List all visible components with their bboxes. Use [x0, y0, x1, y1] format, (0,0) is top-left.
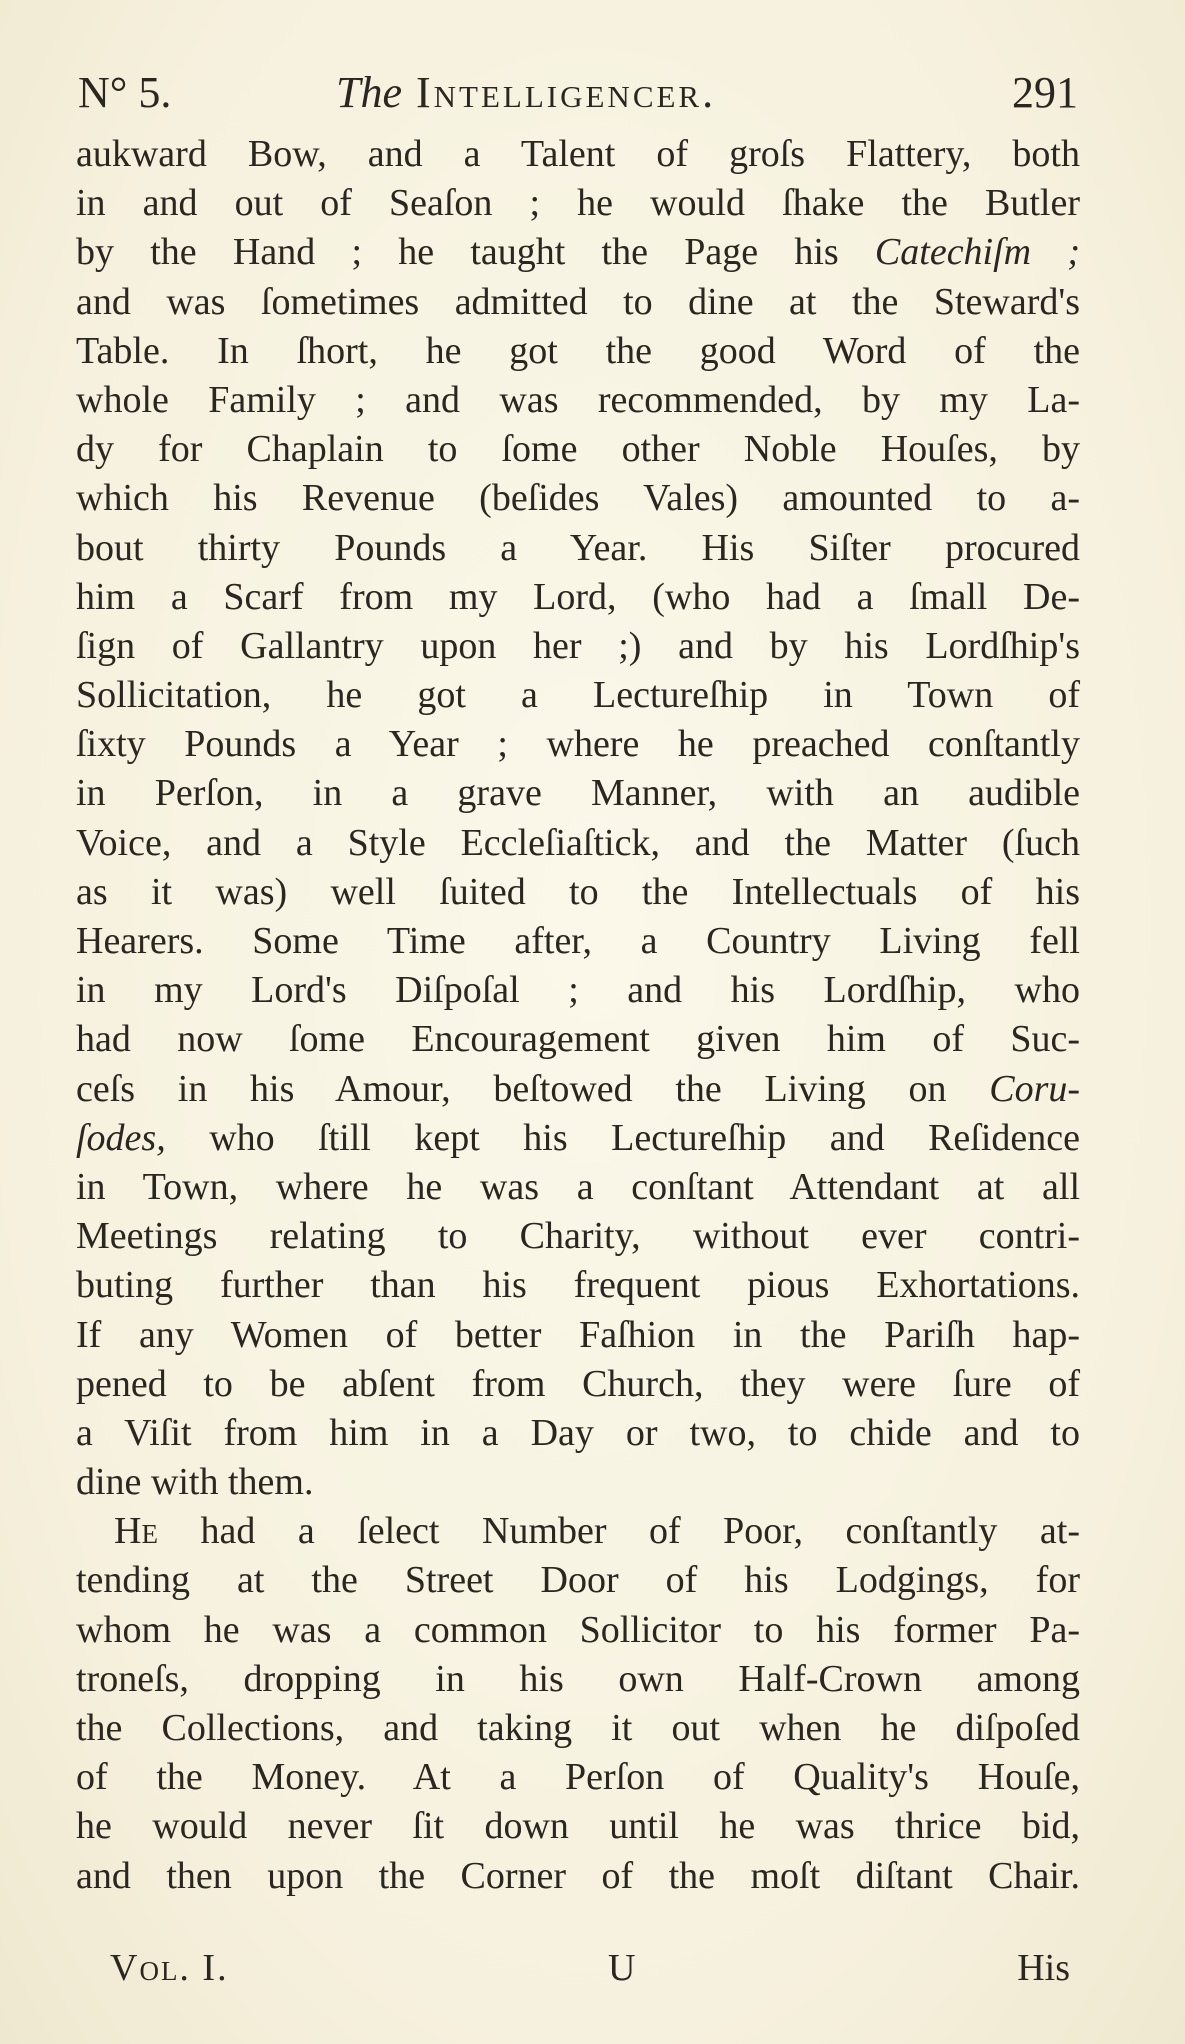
text-line: in and out of Seaſon ; he would ſhake the Butler	[76, 182, 1080, 225]
text-line: ſign of Gallantry upon her ;) and by his Lordſhip's	[76, 624, 1080, 667]
text-line: troneſs, dropping in his own Half-Crown among	[76, 1657, 1080, 1700]
text-line: pened to be abſent from Church, they were ſure of	[76, 1362, 1080, 1405]
text-line: bout thirty Pounds a Year. His Siſter procured	[76, 526, 1080, 569]
text-line: aukward Bow, and a Talent of groſs Flattery, both	[76, 133, 1080, 175]
text-line: tending at the Street Door of his Lodgings, for	[76, 1559, 1080, 1602]
italic-word: ſodes,	[76, 1116, 166, 1159]
text-line: Table. In ſhort, he got the good Word of the	[76, 329, 1080, 372]
issue-number: N° 5.	[78, 68, 172, 117]
page-number: 291	[1012, 68, 1078, 117]
running-head	[78, 58, 1078, 128]
text-segment: by the Hand ; he taught the Page his	[76, 231, 839, 274]
text-line: If any Women of better Faſhion in the Pariſh hap-	[76, 1313, 1080, 1356]
text-line: Hearers. Some Time after, a Country Living fell	[76, 920, 1080, 962]
text-line: of the Money. At a Perſon of Quality's Houſe,	[76, 1756, 1080, 1799]
signature-mark: U	[608, 1947, 636, 1989]
text-line: in Perſon, in a grave Manner, with an audible	[76, 772, 1080, 815]
page-footer	[110, 1940, 1070, 1996]
text-line: in my Lord's Diſpoſal ; and his Lordſhip, who	[76, 969, 1080, 1012]
running-title-caps: Intelligencer.	[416, 68, 717, 117]
text-line: and then upon the Corner of the moſt diſtant Chair.	[76, 1854, 1080, 1897]
text-line: Meetings relating to Charity, without ever contri-	[76, 1215, 1080, 1258]
text-line	[76, 1065, 1080, 1114]
italic-word: Coru-	[989, 1067, 1081, 1110]
text-line: ſixty Pounds a Year ; where he preached conſtantly	[76, 723, 1080, 766]
body-text	[76, 130, 1080, 1901]
catchword: His	[1017, 1947, 1070, 1989]
text-line: and was ſometimes admitted to dine at the Steward's	[76, 280, 1080, 323]
text-line: Sollicitation, he got a Lectureſhip in Town of	[76, 674, 1080, 717]
text-line: as it was) well ſuited to the Intellectuals of his	[76, 870, 1080, 913]
volume-label: Vol. I.	[110, 1947, 229, 1989]
text-line: a Viſit from him in a Day or two, to chide and to	[76, 1411, 1080, 1454]
text-segment: who ſtill kept his Lectureſhip and Reſidence	[209, 1116, 1080, 1159]
text-line	[76, 1114, 1080, 1163]
text-line: Voice, and a Style Eccleſiaſtick, and the Matter (ſuch	[76, 821, 1080, 864]
text-line: dine with them.	[76, 1461, 314, 1504]
italic-word: Catechiſm ;	[874, 231, 1081, 274]
text-line: whole Family ; and was recommended, by my La-	[76, 378, 1080, 421]
text-line: which his Revenue (beſides Vales) amounted to a-	[76, 477, 1080, 520]
text-line: the Collections, and taking it out when he diſpoſed	[76, 1707, 1080, 1749]
text-line: in Town, where he was a conſtant Attendant at all	[76, 1165, 1080, 1208]
text-line: buting further than his frequent pious Exhortations.	[76, 1264, 1080, 1307]
running-title	[336, 58, 716, 128]
text-line: whom he was a common Sollicitor to his former Pa-	[76, 1608, 1080, 1651]
text-line: dy for Chaplain to ſome other Noble Houſes, by	[76, 428, 1080, 471]
text-segment: had a ſelect Number of Poor, conſtantly at-	[200, 1510, 1080, 1553]
text-segment: ceſs in his Amour, beſtowed the Living on	[76, 1067, 947, 1110]
text-line: had now ſome Encouragement given him of Suc-	[76, 1018, 1080, 1061]
running-title-italic: The	[336, 68, 402, 117]
paragraph-initial: He	[114, 1510, 158, 1553]
text-line: him a Scarf from my Lord, (who had a ſmall De-	[76, 575, 1080, 618]
text-line: he would never ſit down until he was thrice bid,	[76, 1805, 1080, 1848]
text-line	[76, 228, 1080, 277]
text-line	[76, 1507, 1080, 1556]
